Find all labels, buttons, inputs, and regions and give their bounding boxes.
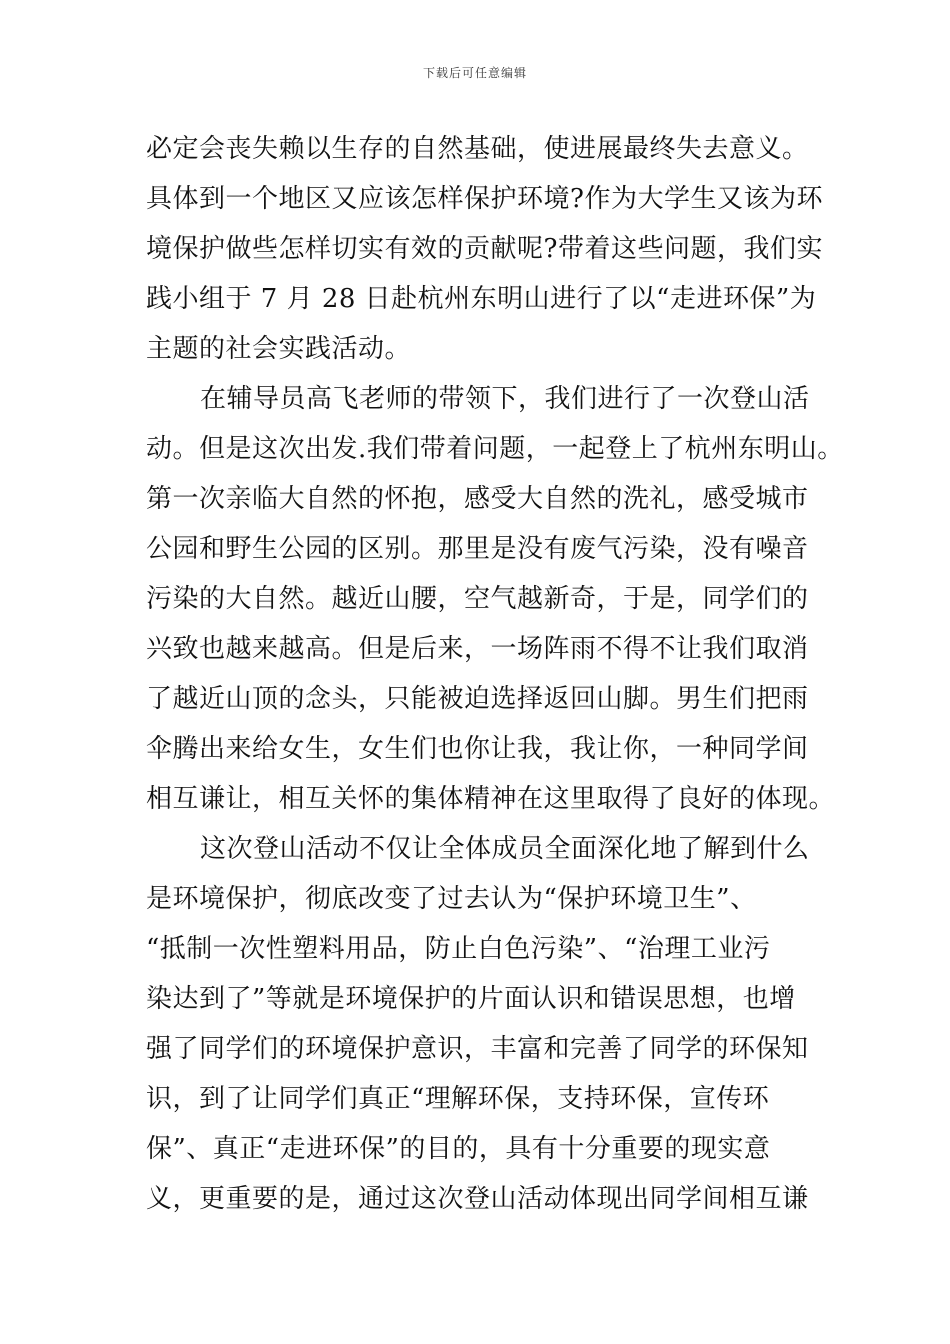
paragraph-start-line: 在辅导员高飞老师的带领下，我们进行了一次登山活 — [200, 384, 810, 414]
text-line: 了越近山顶的念头，只能被迫选择返回山脚。男生们把雨 — [146, 684, 809, 714]
text-line: 具体到一个地区又应该怎样保护环境?作为大学生又该为环 — [146, 184, 823, 214]
text-line: 兴致也越来越高。但是后来，一场阵雨不得不让我们取消 — [146, 634, 809, 664]
text-line: 义，更重要的是，通过这次登山活动体现出同学间相互谦 — [146, 1184, 809, 1214]
text-line: 境保护做些怎样切实有效的贡献呢?带着这些问题，我们实 — [146, 234, 823, 264]
text-line: 是环境保护，彻底改变了过去认为“保护环境卫生”、 — [146, 884, 757, 914]
text-line: 第一次亲临大自然的怀抱，感受大自然的洗礼，感受城市 — [146, 484, 809, 514]
page-header: 下载后可任意编辑 — [422, 66, 527, 80]
text-line: 伞腾出来给女生，女生们也你让我，我让你，一种同学间 — [146, 734, 809, 764]
text-line: 污染的大自然。越近山腰，空气越新奇，于是，同学们的 — [146, 584, 809, 614]
text-line: 动。但是这次出发.我们带着问题，一起登上了杭州东明山。 — [146, 434, 844, 464]
text-line: 公园和野生公园的区别。那里是没有废气污染，没有噪音 — [146, 534, 809, 564]
text-line: 践小组于 7 月 28 日赴杭州东明山进行了以“走进环保”为 — [146, 284, 817, 314]
text-line: “抵制一次性塑料用品，防止白色污染”、“治理工业污 — [146, 934, 771, 964]
body-text — [146, 124, 844, 1224]
text-line: 强了同学们的环境保护意识，丰富和完善了同学的环保知 — [146, 1034, 809, 1064]
paragraph-start-line: 这次登山活动不仅让全体成员全面深化地了解到什么 — [200, 834, 810, 864]
text-line: 相互谦让，相互关怀的集体精神在这里取得了良好的体现。 — [146, 784, 836, 814]
text-line: 必定会丧失赖以生存的自然基础，使进展最终失去意义。 — [146, 134, 809, 164]
text-line: 保”、真正“走进环保”的目的，具有十分重要的现实意 — [146, 1134, 771, 1164]
text-line: 识，到了让同学们真正“理解环保，支持环保，宣传环 — [146, 1084, 770, 1114]
text-line: 染达到了”等就是环境保护的片面认识和错误思想，也增 — [146, 984, 796, 1014]
text-line: 主题的社会实践活动。 — [146, 334, 412, 364]
